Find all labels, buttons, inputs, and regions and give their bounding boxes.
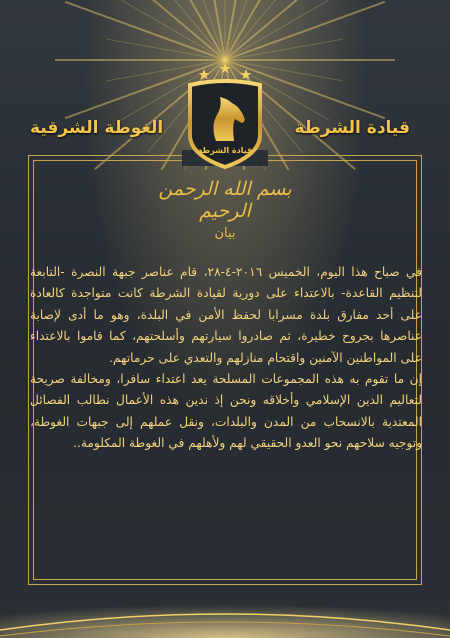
statement-heading: بيان	[214, 226, 236, 241]
eastern-ghouta-title: الغوطة الشرقية	[30, 118, 164, 138]
emblem-label: قيادة الشرطة	[197, 146, 253, 155]
basmala-calligraphy: بسم الله الرحمن الرحيم	[158, 178, 292, 222]
sun-ray	[225, 0, 355, 60]
sun-ray	[95, 0, 225, 60]
police-command-title: قيادة الشرطة	[294, 118, 410, 138]
bottom-light-decoration	[0, 590, 450, 638]
star-icon	[199, 63, 252, 79]
statement-body	[30, 262, 422, 455]
paragraph-incident: في صباح هذا اليوم، الخميس ٢٠١٦-٤-٢٨، قام عناصر جبهة النصرة -التابعة لتنظيم القاعدة- بالاعتداء على دورية لقيادة الشرطة كانت متواجدة كالعادة على أحد مفارق بلدة مسرابا لحفظ الأمن في البلدة، وهو ما أدى لإصابة عناصرها بجروح خطيرة، ثم صادروا سيارتهم وأسلحتهم، كما قاموا بالاعتداء على المواطنين الآمنين واقتحام منازلهم والتعدي على حرماتهم.	[30, 265, 423, 365]
police-shield-emblem	[180, 55, 270, 170]
paragraph-condemnation: إن ما تقوم به هذه المجموعات المسلحة يعد اعتداء سافرا، ومخالفة صريحة لتعاليم الدين الإسلامي وأخلاقه ونحن إذ ندين هذه الأعمال نطالب الفصائل المعتدية بالانسحاب من المدن والبلدات، ونقل عملهم إلى جبهات الغوطة، وتوجيه سلاحهم نحو العدو الحقيقي لهم ولأهلهم في الغوطة المكلومة..	[30, 372, 422, 451]
